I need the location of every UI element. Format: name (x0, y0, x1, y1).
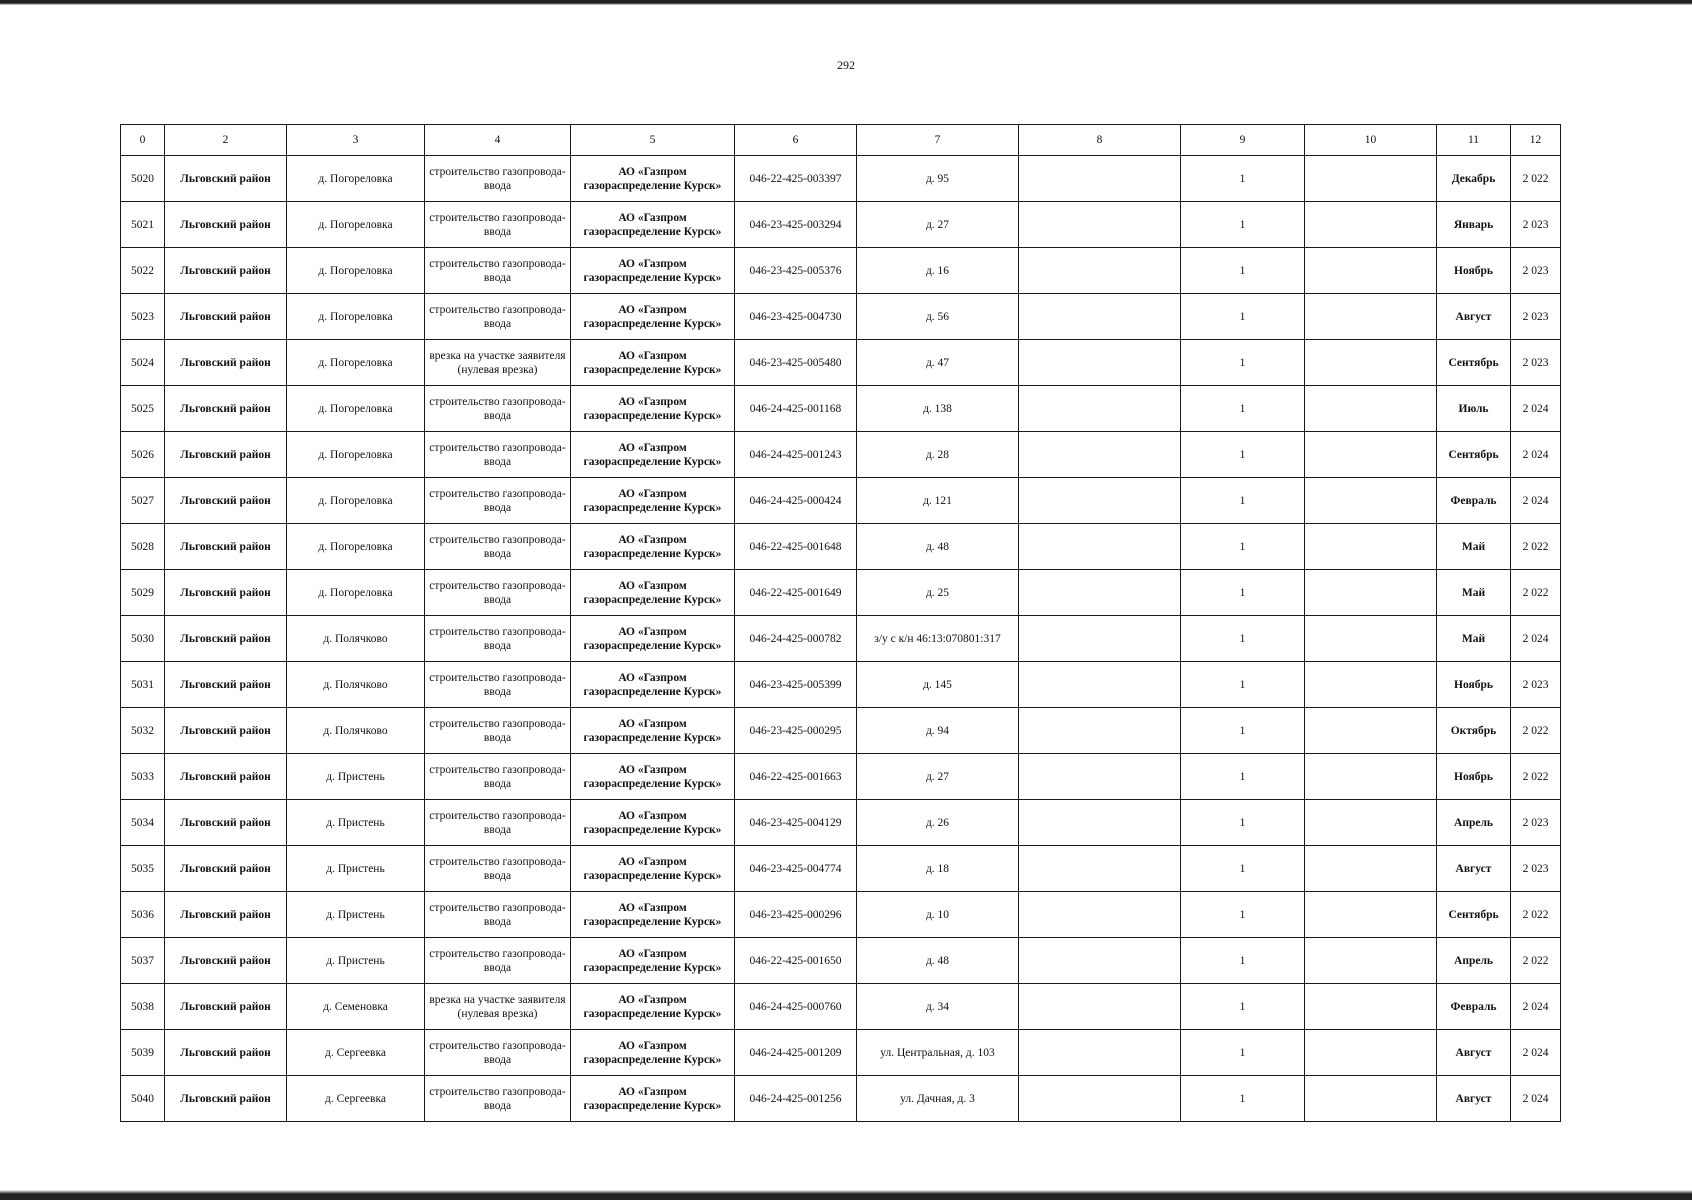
table-cell: Август (1437, 846, 1511, 892)
table-cell: 5021 (121, 202, 165, 248)
table-cell: 046-23-425-005376 (735, 248, 857, 294)
table-cell: 046-23-425-005480 (735, 340, 857, 386)
table-cell: 5039 (121, 1030, 165, 1076)
table-cell: строительство газопровода-ввода (425, 708, 571, 754)
table-cell: 046-24-425-000760 (735, 984, 857, 1030)
table-cell: 2 023 (1511, 800, 1561, 846)
table-cell: 046-23-425-004730 (735, 294, 857, 340)
table-cell: АО «Газпром газораспределение Курск» (571, 938, 735, 984)
table-cell (1019, 708, 1181, 754)
table-cell: Август (1437, 1030, 1511, 1076)
table-cell: 1 (1181, 892, 1305, 938)
table-cell: АО «Газпром газораспределение Курск» (571, 432, 735, 478)
table-cell (1305, 202, 1437, 248)
table-cell: 5032 (121, 708, 165, 754)
table-cell: АО «Газпром газораспределение Курск» (571, 800, 735, 846)
scan-edge-top (0, 0, 1692, 5)
table-cell: д. 27 (857, 202, 1019, 248)
table-cell: Август (1437, 294, 1511, 340)
table-cell: 2 022 (1511, 570, 1561, 616)
table-cell: 2 023 (1511, 846, 1561, 892)
table-cell: строительство газопровода-ввода (425, 524, 571, 570)
scan-edge-bottom (0, 1190, 1692, 1200)
table-cell: 2 023 (1511, 294, 1561, 340)
table-cell: 046-23-425-004774 (735, 846, 857, 892)
table-cell (1305, 708, 1437, 754)
table-cell (1305, 432, 1437, 478)
table-cell: Льговский район (165, 662, 287, 708)
table-cell: Льговский район (165, 202, 287, 248)
table-cell: д. Сергеевка (287, 1076, 425, 1122)
table-cell: 5036 (121, 892, 165, 938)
table-body (121, 156, 1561, 1122)
table-row (121, 478, 1561, 524)
table-cell: 5037 (121, 938, 165, 984)
table-cell: АО «Газпром газораспределение Курск» (571, 662, 735, 708)
table-row (121, 340, 1561, 386)
table-cell: 5022 (121, 248, 165, 294)
table-cell: Льговский район (165, 478, 287, 524)
table-cell: д. Погореловка (287, 386, 425, 432)
table-cell: Декабрь (1437, 156, 1511, 202)
table-row (121, 202, 1561, 248)
table-cell: 046-22-425-001648 (735, 524, 857, 570)
table-cell: 2 022 (1511, 708, 1561, 754)
table-cell: д. 26 (857, 800, 1019, 846)
table-cell: 1 (1181, 846, 1305, 892)
table-cell (1305, 754, 1437, 800)
table-cell: д. Пристень (287, 892, 425, 938)
table-cell: строительство газопровода-ввода (425, 800, 571, 846)
column-header: 6 (735, 125, 857, 156)
table-cell: Льговский район (165, 892, 287, 938)
table-cell (1019, 984, 1181, 1030)
table-cell: АО «Газпром газораспределение Курск» (571, 524, 735, 570)
table-row (121, 432, 1561, 478)
table-cell (1019, 938, 1181, 984)
table-cell: д. Погореловка (287, 294, 425, 340)
table-cell: строительство газопровода-ввода (425, 662, 571, 708)
table-cell: д. Погореловка (287, 202, 425, 248)
table-cell (1019, 754, 1181, 800)
table-cell: строительство газопровода-ввода (425, 478, 571, 524)
table-cell: 2 023 (1511, 248, 1561, 294)
table-cell: 1 (1181, 570, 1305, 616)
table-cell: 5026 (121, 432, 165, 478)
table-cell: Ноябрь (1437, 248, 1511, 294)
table-cell: д. Погореловка (287, 524, 425, 570)
table-row (121, 662, 1561, 708)
table-cell: строительство газопровода-ввода (425, 156, 571, 202)
table-row (121, 156, 1561, 202)
table-cell: 046-22-425-003397 (735, 156, 857, 202)
table-row (121, 846, 1561, 892)
table-cell: Февраль (1437, 478, 1511, 524)
table-cell: Сентябрь (1437, 340, 1511, 386)
table-cell (1019, 156, 1181, 202)
table-cell: врезка на участке заявителя (нулевая врезка) (425, 340, 571, 386)
page-number: 292 (837, 58, 855, 72)
table-cell: Льговский район (165, 754, 287, 800)
table-cell: 5038 (121, 984, 165, 1030)
table-cell (1305, 524, 1437, 570)
table-cell: 5033 (121, 754, 165, 800)
table-cell: 046-24-425-000782 (735, 616, 857, 662)
table-cell: строительство газопровода-ввода (425, 386, 571, 432)
table-cell: 1 (1181, 294, 1305, 340)
table-header (121, 125, 1561, 156)
table-cell: 046-24-425-000424 (735, 478, 857, 524)
table-cell (1019, 386, 1181, 432)
table-row (121, 616, 1561, 662)
table-cell (1305, 156, 1437, 202)
table-cell (1305, 846, 1437, 892)
table-cell: строительство газопровода-ввода (425, 432, 571, 478)
table-cell (1305, 892, 1437, 938)
table-cell (1305, 662, 1437, 708)
table-cell: Льговский район (165, 800, 287, 846)
table-cell: д. Пристень (287, 938, 425, 984)
table-cell: д. 18 (857, 846, 1019, 892)
table-row (121, 708, 1561, 754)
table-cell: д. 27 (857, 754, 1019, 800)
table-cell: д. Погореловка (287, 156, 425, 202)
table-cell (1305, 570, 1437, 616)
table-cell: д. Пристень (287, 754, 425, 800)
table-cell: д. Пристень (287, 800, 425, 846)
table-cell: Сентябрь (1437, 892, 1511, 938)
table-cell: ул. Дачная, д. 3 (857, 1076, 1019, 1122)
table-cell (1019, 616, 1181, 662)
table-cell: 5023 (121, 294, 165, 340)
table-cell: строительство газопровода-ввода (425, 202, 571, 248)
table-cell: 5030 (121, 616, 165, 662)
table-cell (1305, 340, 1437, 386)
table-cell: д. 28 (857, 432, 1019, 478)
table-cell (1305, 800, 1437, 846)
table-cell: 1 (1181, 616, 1305, 662)
table-cell (1019, 846, 1181, 892)
table-cell: з/у с к/н 46:13:070801:317 (857, 616, 1019, 662)
table-cell (1305, 1030, 1437, 1076)
table-cell: АО «Газпром газораспределение Курск» (571, 846, 735, 892)
table-cell: 2 022 (1511, 524, 1561, 570)
table-row (121, 294, 1561, 340)
table-cell: 1 (1181, 708, 1305, 754)
table-cell: 046-23-425-005399 (735, 662, 857, 708)
table-cell: 1 (1181, 432, 1305, 478)
table-cell: Льговский район (165, 984, 287, 1030)
table-cell: АО «Газпром газораспределение Курск» (571, 478, 735, 524)
table-cell: д. 138 (857, 386, 1019, 432)
table-cell: строительство газопровода-ввода (425, 570, 571, 616)
table-cell (1305, 294, 1437, 340)
table-cell: строительство газопровода-ввода (425, 294, 571, 340)
column-header: 9 (1181, 125, 1305, 156)
table-cell (1019, 570, 1181, 616)
table-cell (1019, 662, 1181, 708)
table-cell: 046-24-425-001168 (735, 386, 857, 432)
table-cell: 1 (1181, 524, 1305, 570)
table-cell (1305, 938, 1437, 984)
table-cell: 1 (1181, 938, 1305, 984)
table-cell: врезка на участке заявителя (нулевая врезка) (425, 984, 571, 1030)
table-cell: строительство газопровода-ввода (425, 616, 571, 662)
table-cell (1019, 202, 1181, 248)
table-cell: д. 94 (857, 708, 1019, 754)
table-cell: 5031 (121, 662, 165, 708)
table-cell: д. 16 (857, 248, 1019, 294)
table-row (121, 1076, 1561, 1122)
column-header: 2 (165, 125, 287, 156)
table-cell: д. 34 (857, 984, 1019, 1030)
table-cell: строительство газопровода-ввода (425, 1076, 571, 1122)
table-cell: строительство газопровода-ввода (425, 1030, 571, 1076)
column-header: 11 (1437, 125, 1511, 156)
column-header: 0 (121, 125, 165, 156)
table-cell (1019, 478, 1181, 524)
table-cell: 2 023 (1511, 202, 1561, 248)
table-cell: д. Погореловка (287, 248, 425, 294)
table-cell: АО «Газпром газораспределение Курск» (571, 754, 735, 800)
table-cell: 046-23-425-004129 (735, 800, 857, 846)
table-cell: 046-23-425-000296 (735, 892, 857, 938)
table-cell: 1 (1181, 800, 1305, 846)
table-cell: Льговский район (165, 248, 287, 294)
table-cell: 2 024 (1511, 984, 1561, 1030)
table-cell: 2 024 (1511, 1076, 1561, 1122)
column-header: 12 (1511, 125, 1561, 156)
table-cell: 046-24-425-001209 (735, 1030, 857, 1076)
table-cell: строительство газопровода-ввода (425, 248, 571, 294)
table-cell: 1 (1181, 386, 1305, 432)
table-cell: Ноябрь (1437, 662, 1511, 708)
table-cell (1019, 524, 1181, 570)
table-cell: 2 023 (1511, 340, 1561, 386)
table-cell: 5035 (121, 846, 165, 892)
table-cell: строительство газопровода-ввода (425, 754, 571, 800)
table-cell: Январь (1437, 202, 1511, 248)
column-header: 8 (1019, 125, 1181, 156)
table-cell: 1 (1181, 662, 1305, 708)
table-row (121, 1030, 1561, 1076)
column-header: 5 (571, 125, 735, 156)
table-row (121, 800, 1561, 846)
table-cell: д. 47 (857, 340, 1019, 386)
table-cell: д. Погореловка (287, 432, 425, 478)
table-cell: Октябрь (1437, 708, 1511, 754)
table-cell: Май (1437, 570, 1511, 616)
table-cell: строительство газопровода-ввода (425, 892, 571, 938)
table-cell: АО «Газпром газораспределение Курск» (571, 386, 735, 432)
table-row (121, 754, 1561, 800)
table-cell: строительство газопровода-ввода (425, 846, 571, 892)
table-cell: д. 48 (857, 938, 1019, 984)
table-cell: Льговский район (165, 340, 287, 386)
table-cell: д. 25 (857, 570, 1019, 616)
table-cell: 2 023 (1511, 662, 1561, 708)
table-cell: д. Погореловка (287, 340, 425, 386)
table-cell: д. Сергеевка (287, 1030, 425, 1076)
table-cell (1019, 892, 1181, 938)
table-cell: ул. Центральная, д. 103 (857, 1030, 1019, 1076)
table-cell (1305, 1076, 1437, 1122)
table-cell: д. 145 (857, 662, 1019, 708)
table-row (121, 984, 1561, 1030)
table-cell: 5020 (121, 156, 165, 202)
table-cell (1019, 248, 1181, 294)
table-cell: Льговский район (165, 156, 287, 202)
table-cell: 2 024 (1511, 432, 1561, 478)
table-row (121, 570, 1561, 616)
table-cell: 5024 (121, 340, 165, 386)
table-cell: Льговский район (165, 294, 287, 340)
table-cell: д. Погореловка (287, 478, 425, 524)
table-cell: Льговский район (165, 616, 287, 662)
table-cell: АО «Газпром газораспределение Курск» (571, 294, 735, 340)
table-cell: АО «Газпром газораспределение Курск» (571, 156, 735, 202)
table-cell (1019, 1030, 1181, 1076)
table-cell: 1 (1181, 202, 1305, 248)
table-cell: АО «Газпром газораспределение Курск» (571, 202, 735, 248)
table-cell: д. Пристень (287, 846, 425, 892)
table-cell: 046-23-425-000295 (735, 708, 857, 754)
table-cell: 046-24-425-001243 (735, 432, 857, 478)
table-cell: Сентябрь (1437, 432, 1511, 478)
table-row (121, 938, 1561, 984)
table-cell: 046-23-425-003294 (735, 202, 857, 248)
table-cell: 2 024 (1511, 386, 1561, 432)
table-cell (1019, 800, 1181, 846)
table-cell: 5029 (121, 570, 165, 616)
table-cell: Льговский район (165, 708, 287, 754)
table-cell: 1 (1181, 984, 1305, 1030)
table-cell: д. Полячково (287, 708, 425, 754)
table-cell: АО «Газпром газораспределение Курск» (571, 1030, 735, 1076)
table-cell: 2 022 (1511, 156, 1561, 202)
data-table (120, 124, 1561, 1122)
header-row (121, 125, 1561, 156)
table-row (121, 892, 1561, 938)
table-cell: Май (1437, 616, 1511, 662)
column-header: 4 (425, 125, 571, 156)
table-cell: 5028 (121, 524, 165, 570)
column-header: 3 (287, 125, 425, 156)
table-cell: Льговский район (165, 846, 287, 892)
table-cell: 1 (1181, 340, 1305, 386)
table-cell: Льговский район (165, 432, 287, 478)
table-cell: АО «Газпром газораспределение Курск» (571, 248, 735, 294)
table-cell: д. Полячково (287, 616, 425, 662)
table-cell: д. Полячково (287, 662, 425, 708)
table-cell: Ноябрь (1437, 754, 1511, 800)
table-cell: Льговский район (165, 938, 287, 984)
table-row (121, 248, 1561, 294)
table-cell: 5027 (121, 478, 165, 524)
table-cell: Апрель (1437, 938, 1511, 984)
table-cell: 5034 (121, 800, 165, 846)
table-cell: Август (1437, 1076, 1511, 1122)
table-cell: 2 024 (1511, 616, 1561, 662)
table-cell: 5025 (121, 386, 165, 432)
table-cell: Май (1437, 524, 1511, 570)
table-cell (1019, 432, 1181, 478)
table-cell (1305, 478, 1437, 524)
table-cell: 1 (1181, 248, 1305, 294)
table-cell: 5040 (121, 1076, 165, 1122)
table-cell: 046-22-425-001650 (735, 938, 857, 984)
table-cell: 046-22-425-001649 (735, 570, 857, 616)
table-cell: АО «Газпром газораспределение Курск» (571, 616, 735, 662)
table-cell: АО «Газпром газораспределение Курск» (571, 984, 735, 1030)
table-row (121, 386, 1561, 432)
table-cell: д. 10 (857, 892, 1019, 938)
table-cell (1305, 616, 1437, 662)
table-cell: 1 (1181, 1030, 1305, 1076)
table-cell (1305, 386, 1437, 432)
table-cell: Февраль (1437, 984, 1511, 1030)
table-cell: д. Семеновка (287, 984, 425, 1030)
table-cell: 2 024 (1511, 1030, 1561, 1076)
table-cell: Льговский район (165, 1076, 287, 1122)
table-cell: АО «Газпром газораспределение Курск» (571, 1076, 735, 1122)
column-header: 10 (1305, 125, 1437, 156)
table-cell: 2 022 (1511, 938, 1561, 984)
table-cell: 046-22-425-001663 (735, 754, 857, 800)
table-cell (1019, 340, 1181, 386)
table-cell: АО «Газпром газораспределение Курск» (571, 708, 735, 754)
table-cell: строительство газопровода-ввода (425, 938, 571, 984)
table-cell: д. 56 (857, 294, 1019, 340)
table-cell: 2 022 (1511, 754, 1561, 800)
table-cell: д. 95 (857, 156, 1019, 202)
table-cell: Июль (1437, 386, 1511, 432)
table-row (121, 524, 1561, 570)
table-cell: 1 (1181, 156, 1305, 202)
table-cell: 1 (1181, 754, 1305, 800)
table-cell: 2 024 (1511, 478, 1561, 524)
table-cell (1019, 294, 1181, 340)
table-cell: Льговский район (165, 386, 287, 432)
column-header: 7 (857, 125, 1019, 156)
table-cell: 1 (1181, 1076, 1305, 1122)
table-cell: Льговский район (165, 1030, 287, 1076)
table-cell: АО «Газпром газораспределение Курск» (571, 570, 735, 616)
table-cell: д. 48 (857, 524, 1019, 570)
table-cell: АО «Газпром газораспределение Курск» (571, 892, 735, 938)
table-cell: 046-24-425-001256 (735, 1076, 857, 1122)
table-cell: Льговский район (165, 570, 287, 616)
table-cell: АО «Газпром газораспределение Курск» (571, 340, 735, 386)
table-cell (1305, 984, 1437, 1030)
table-cell: 1 (1181, 478, 1305, 524)
table-cell (1019, 1076, 1181, 1122)
table-cell: д. 121 (857, 478, 1019, 524)
table-cell: д. Погореловка (287, 570, 425, 616)
table-cell: Льговский район (165, 524, 287, 570)
table-cell (1305, 248, 1437, 294)
table-cell: Апрель (1437, 800, 1511, 846)
table-cell: 2 022 (1511, 892, 1561, 938)
